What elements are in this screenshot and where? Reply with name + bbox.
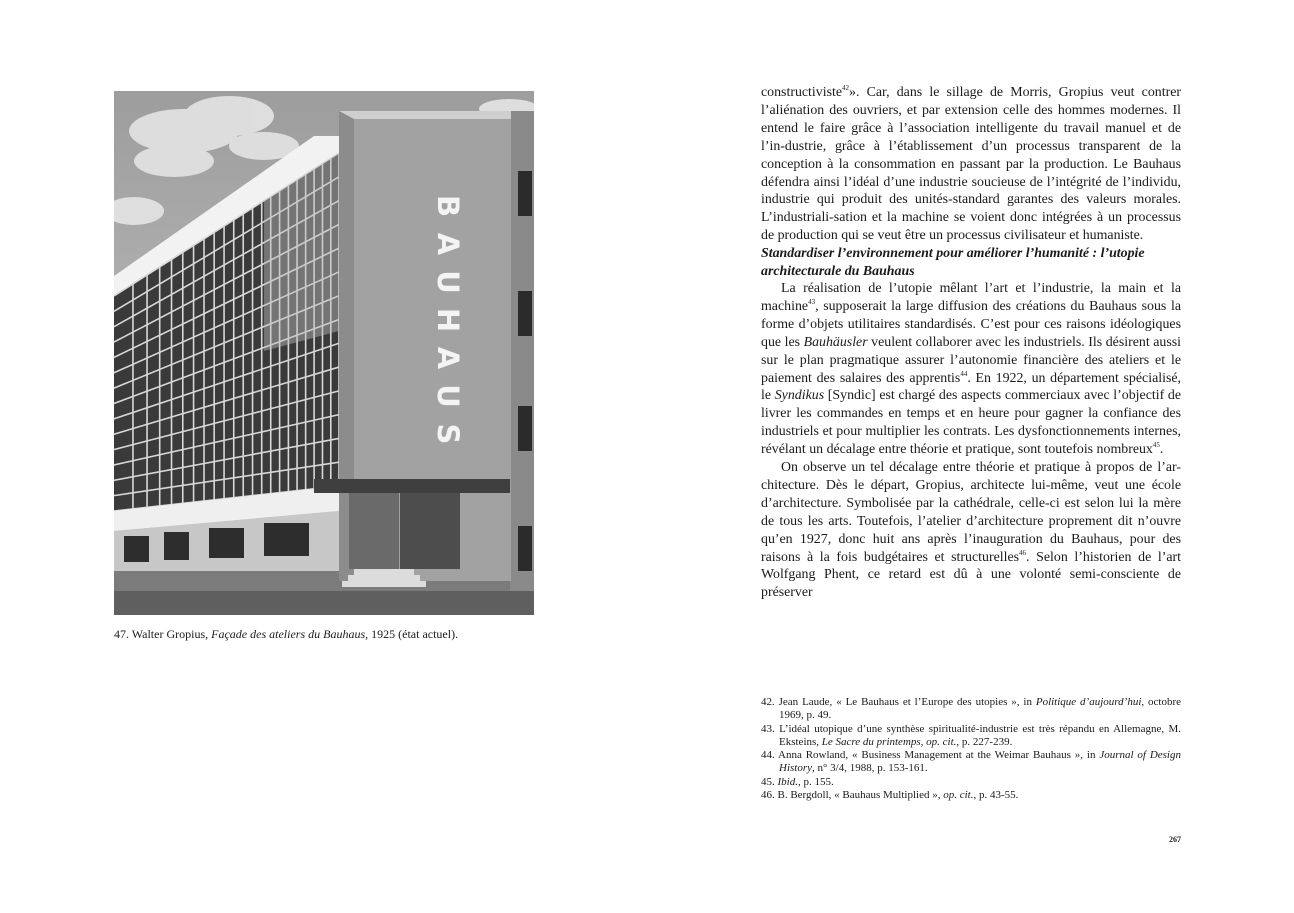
footnote-ref-43[interactable]: 43 bbox=[808, 297, 816, 306]
footnotes bbox=[761, 696, 1181, 802]
text-run: , p. 43-55. bbox=[973, 789, 1019, 802]
footnote-42 bbox=[761, 696, 1181, 723]
main-text bbox=[761, 84, 1181, 602]
text-run: constructiviste bbox=[761, 85, 843, 100]
paragraph-2 bbox=[761, 280, 1181, 459]
page-number: 267 bbox=[1169, 835, 1181, 844]
caption-date: , 1925 (état actuel). bbox=[365, 627, 459, 641]
footnote-ref-44[interactable]: 44 bbox=[960, 369, 968, 378]
sign-letter: S bbox=[431, 423, 465, 445]
text-run: 45. bbox=[761, 775, 778, 788]
figure-caption bbox=[114, 627, 634, 642]
italic-title: op. cit. bbox=[943, 789, 974, 802]
footnote-ref-45[interactable]: 45 bbox=[1152, 441, 1160, 450]
text-run: 42. Jean Laude, « Le Bauhaus et l’Europe des utopies », in bbox=[761, 696, 1036, 708]
sign-letter: B bbox=[431, 194, 465, 218]
italic-title: Le Sacre du printemps, op. cit. bbox=[821, 735, 957, 748]
footnote-ref-46[interactable]: 46 bbox=[1019, 548, 1027, 557]
text-run: [Syndic] est chargé des aspects commerciaux avec l’objectif de livrer les commandes en temps et en heure pour gagner la confiance des industriels et pour multiplier les contrats. Les dysfonctionnements internes, révélant un décalage entre théorie et pratique, sont toutefois nombreux bbox=[761, 388, 1181, 458]
text-run: 43. L’idéal utopique d’une synthèse spiritualité-industrie est très répandu en Allemagne, M. Eksteins, bbox=[761, 722, 1181, 748]
italic-title: Journal of Design History bbox=[779, 749, 1181, 775]
footnote-44 bbox=[761, 749, 1181, 776]
text-run: . bbox=[1159, 442, 1164, 458]
text-run: , supposerait la large diffusion des créations du Bauhaus sous la forme d’objets utilitaires standardisés. C’est pour ces raisons idéologiques que les bbox=[761, 298, 1181, 350]
text-run: veulent collaborer avec les industriels. Ils désirent aussi sur le plan pragmatique assurer l’autonomie financière des ateliers et le paiement des salaires des apprentis bbox=[761, 334, 1181, 386]
sign-letter: U bbox=[431, 270, 465, 294]
text-run: . Selon l’historien de l’art Wolfgang Phent, ce retard est dû à une volonté semi-consciente de préserver bbox=[761, 549, 1181, 601]
text-run: On observe un tel décalage entre théorie et pratique à propos de l’ar-chitecture. Dès le départ, Gropius, architecte lui-même, veut une école d’architecture. Symbolisée par la cathédrale, celle-ci est selon lui la mère de tous les arts. Toutefois, l’atelier d’architecture proprement dit n’ouvre qu’en 1927, donc huit ans après l’inauguration du Bauhaus, pour des raisons à la fois budgétaires et structurelles bbox=[761, 460, 1181, 565]
paragraph-3 bbox=[761, 459, 1181, 602]
sign-letter: A bbox=[431, 232, 465, 256]
text-run: , p. 227-239. bbox=[956, 735, 1013, 748]
text-run: , n° 3/4, 1988, p. 153-161. bbox=[812, 762, 928, 775]
text-run: . En 1922, un département spécialisé, le bbox=[761, 370, 1181, 404]
sign-letter: H bbox=[431, 307, 465, 333]
bauhaus-facade-illustration bbox=[114, 91, 534, 615]
section-heading: Standardiser l’environnement pour améliorer l’humanité : l’utopie architecturale du Bauhaus bbox=[761, 246, 1145, 279]
sign-letter: A bbox=[431, 346, 465, 370]
italic-term: Bauhäusler bbox=[803, 334, 868, 350]
italic-title: Ibid. bbox=[777, 775, 798, 788]
text-run: La réalisation de l’utopie mêlant l’art et l’industrie, la main et la machine bbox=[761, 280, 1181, 314]
italic-term: Syndikus bbox=[774, 388, 825, 404]
italic-title: Politique d’aujourd’hui bbox=[1035, 696, 1142, 708]
sign-letter: U bbox=[431, 384, 465, 408]
caption-title: Façade des ateliers du Bauhaus bbox=[211, 627, 366, 641]
text-run: 44. Anna Rowland, « Business Management at the Weimar Bauhaus », in bbox=[761, 749, 1100, 762]
text-run: 46. B. Bergdoll, « Bauhaus Multiplied », bbox=[761, 789, 944, 802]
footnote-45 bbox=[761, 776, 1181, 789]
bauhaus-facade-photo bbox=[114, 91, 534, 615]
paragraph-1 bbox=[761, 84, 1181, 245]
footnote-ref-42[interactable]: 42 bbox=[842, 84, 850, 92]
caption-number: 47. Walter Gropius, bbox=[114, 627, 212, 641]
text-run: ». Car, dans le sillage de Morris, Gropius veut contrer l’aliénation des ouvriers, et par extension celle des hommes modernes. Il entend le faire grâce à l’association intelligente du travail manuel et de l’in-dustrie, grâce à l’établissement d’un processus transparent de la conception à la consommation en passant par la production. Le Bauhaus défendra ainsi l’idéal d’une industrie soucieuse de l’intégrité de l’individu, industrie qui produit des unités-standard garantes des valeurs morales. L’industriali-sation et la machine se voient donc intégrées à un processus de production qui se veut être un processus civilisateur et humaniste. bbox=[761, 85, 1181, 244]
footnote-46 bbox=[761, 789, 1181, 802]
text-run: , p. 155. bbox=[797, 775, 834, 788]
text-run: , octobre 1969, p. 49. bbox=[779, 696, 1181, 722]
footnote-43 bbox=[761, 723, 1181, 750]
